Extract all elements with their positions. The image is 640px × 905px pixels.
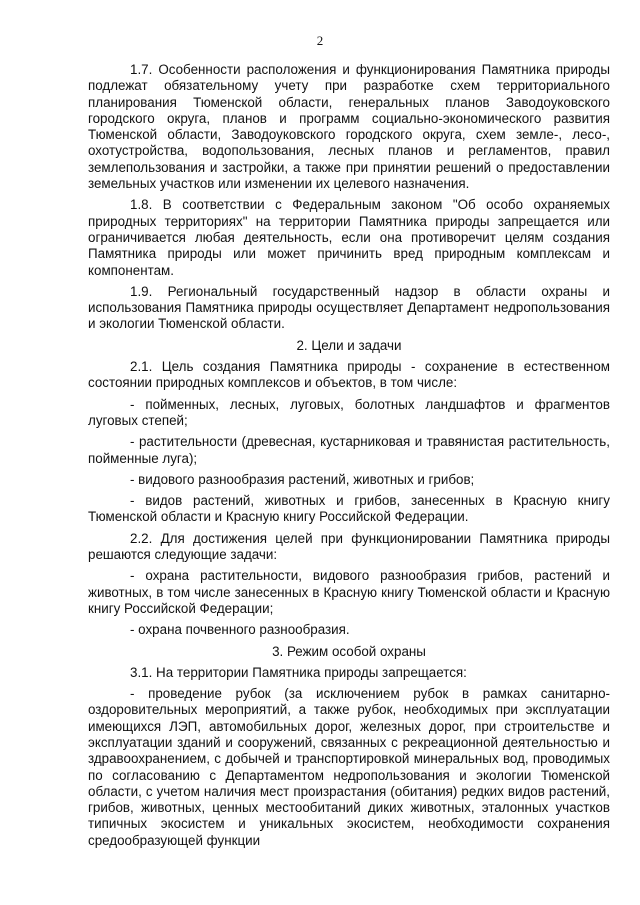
- list-item: - видового разнообразия растений, животных и грибов;: [130, 471, 475, 487]
- paragraph-1-8: 1.8. В соответствии с Федеральным законом "Об особо охраняемых природных территориях" на территории Памятника природы запрещается или ограничивается любая деятельность, если она противоречит целям создания Памятника природы или может причинить вред природным комплексам и компонентам.: [88, 197, 610, 278]
- list-item: - охрана почвенного разнообразия.: [130, 622, 350, 638]
- paragraph-3-1: 3.1. На территории Памятника природы запрещается:: [130, 664, 467, 680]
- paragraph-1-7: 1.7. Особенности расположения и функционирования Памятника природы подлежат обязательному учету при разработке схем территориального планирования Тюменской области, генеральных планов Заводоуковского городского округа, планов и программ социально-экономического развития Тюменской области, Заводоуковского городского округа, схем земле-, лесо-, охотустройства, водопользования, лесных планов и регламентов, правил землепользования и застройки, а также при принятии решений о предоставлении земельных участков или изменении их целевого назначения.: [88, 62, 610, 192]
- list-item: - охрана растительности, видового разнообразия грибов, растений и животных, в том числе занесенных в Красную книгу Тюменской области и Красную книгу Российской Федерации;: [88, 568, 610, 616]
- document-body: [88, 62, 610, 854]
- section-heading-3: 3. Режим особой охраны: [272, 643, 426, 659]
- paragraph-2-1: 2.1. Цель создания Памятника природы - сохранение в естественном состоянии природных комплексов и объектов, в том числе:: [88, 359, 610, 391]
- list-item: - видов растений, животных и грибов, занесенных в Красную книгу Тюменской области и Красную книгу Российской Федерации.: [88, 493, 610, 525]
- list-item: - пойменных, лесных, луговых, болотных ландшафтов и фрагментов луговых степей;: [88, 396, 610, 428]
- paragraph-1-9: 1.9. Региональный государственный надзор в области охраны и использования Памятника природы осуществляет Департамент недропользования и экологии Тюменской области.: [88, 283, 610, 332]
- section-heading-2: 2. Цели и задачи: [296, 337, 402, 353]
- list-item: - растительности (древесная, кустарниковая и травянистая растительность, пойменные луга);: [88, 434, 610, 466]
- list-item: - проведение рубок (за исключением рубок в рамках санитарно-оздоровительных мероприятий, а также рубок, необходимых при эксплуатации имеющихся ЛЭП, автомобильных дорог, железных дорог, при строительстве и эксплуатации зданий и сооружений, связанных с рекреационной деятельностью и здравоохранением, с добычей и транспортировкой минеральных вод, проводимых по согласованию с Департаментом недропользования и экологии Тюменской области, с учетом наличия мест произрастания (обитания) редких видов растений, грибов, животных, ценных местообитаний диких животных, эталонных участков типичных экосистем и уникальных экосистем, необходимости сохранения средообразующей функции: [88, 686, 610, 848]
- page-number: 2: [316, 33, 324, 48]
- paragraph-2-2: 2.2. Для достижения целей при функционировании Памятника природы решаются следующие задачи:: [88, 530, 610, 563]
